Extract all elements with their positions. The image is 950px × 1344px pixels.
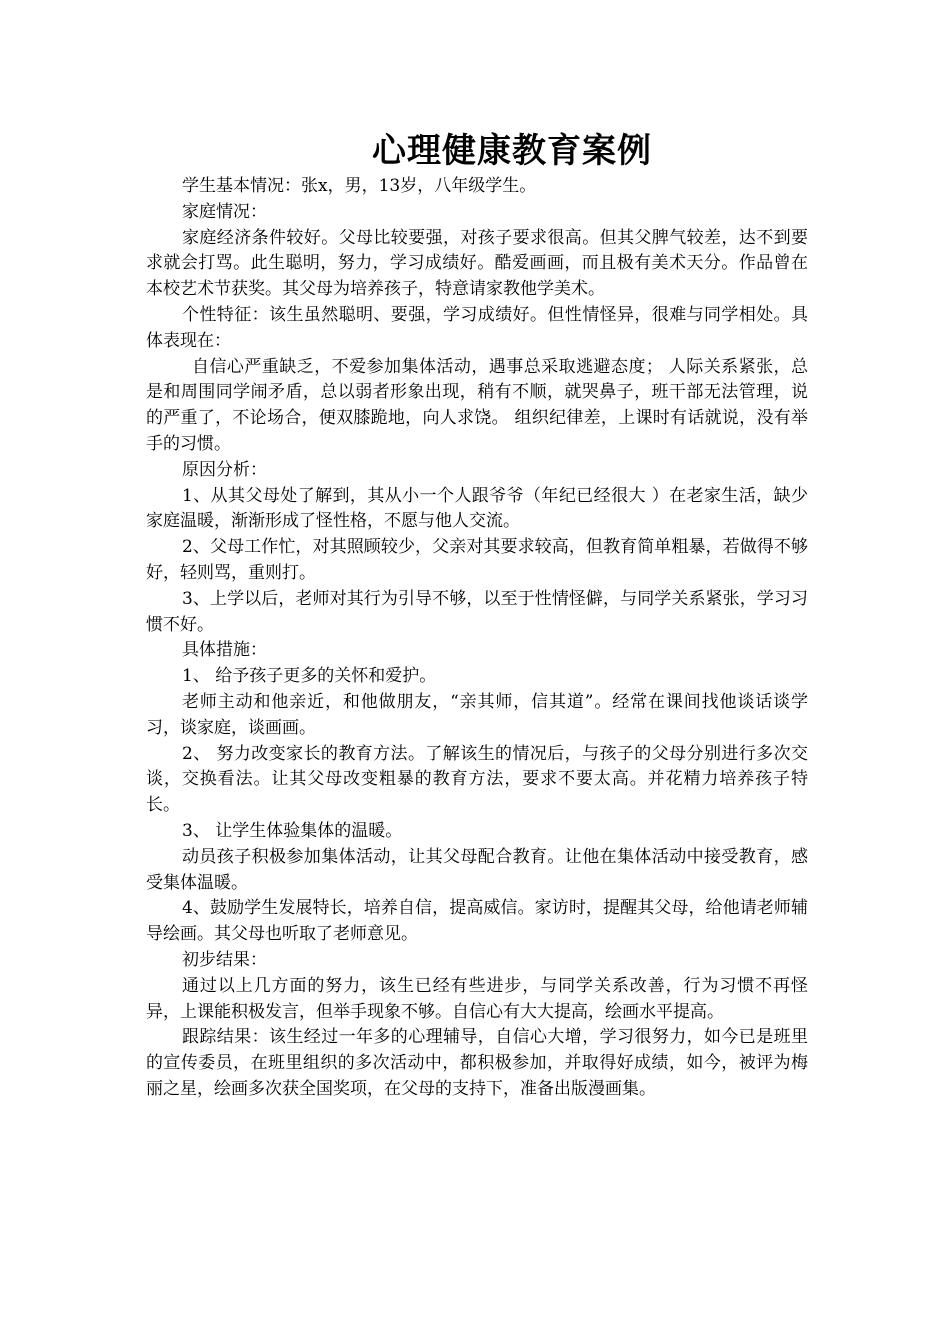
paragraph-cause-2: 2、父母工作忙，对其照顾较少，父亲对其要求较高，但教育简单粗暴，若做得不够好，轻则骂，重则打。 [146, 537, 808, 583]
paragraph-cause-heading: 原因分析： [182, 459, 267, 480]
paragraph-measure-2: 2、 努力改变家长的教育方法。了解该生的情况后，与孩子的父母分别进行多次交谈，交换看法。让其父母改变粗暴的教育方法，要求不要太高。并花精力培养孩子特长。 [146, 743, 808, 816]
paragraph-personality: 个性特征：该生虽然聪明、要强，学习成绩好。但性情怪异，很难与同学相处。具体表现在： [146, 304, 808, 351]
paragraph-measure-1: 1、 给予孩子更多的关怀和爱护。 [182, 666, 437, 687]
document-title: 心理健康教育案例 [372, 131, 652, 171]
paragraph-measure-3: 3、 让学生体验集体的温暖。 [182, 820, 403, 841]
paragraph-behaviors: 自信心严重缺乏，不爱参加集体活动，遇事总采取逃避态度； 人际关系紧张，总是和周围同学闹矛盾，总以弱者形象出现，稍有不顺，就哭鼻子，班干部无法管理，说的严重了，不论场合，便双膝跪地，向人求饶。 组织纪律差，上课时有话就说，没有举手的习惯。 [146, 356, 808, 454]
paragraph-follow-up-results: 跟踪结果：该生经过一年多的心理辅导，自信心大增，学习很努力，如今已是班里的宣传委员，在班里组织的多次活动中，都积极参加，并取得好成绩，如今，被评为梅丽之星，绘画多次获全国奖项，在父母的支持下，准备出版漫画集。 [146, 1027, 808, 1099]
paragraph-measures-heading: 具体措施： [182, 640, 267, 661]
paragraph-student-info: 学生基本情况：张x，男，13岁，八年级学生。 [182, 176, 537, 196]
paragraph-family-heading: 家庭情况： [182, 201, 267, 222]
document-body [146, 174, 808, 1103]
paragraph-measure-3-detail: 动员孩子积极参加集体活动，让其父母配合教育。让他在集体活动中接受教育，感受集体温暖。 [146, 846, 808, 893]
paragraph-measure-1-detail: 老师主动和他亲近，和他做朋友，“亲其师，信其道”。经常在课间找他谈话谈学习，谈家庭，谈画画。 [146, 691, 808, 738]
paragraph-measure-4: 4、鼓励学生发展特长，培养自信，提高威信。家访时，提醒其父母，给他请老师辅导绘画。其父母也听取了老师意见。 [146, 898, 808, 945]
paragraph-initial-results: 通过以上几方面的努力，该生已经有些进步，与同学关系改善，行为习惯不再怪异，上课能积极发言，但举手现象不够。自信心有大大提高，绘画水平提高。 [146, 975, 808, 1022]
paragraph-family-details: 家庭经济条件较好。父母比较要强，对孩子要求很高。但其父脾气较差，达不到要求就会打骂。此生聪明，努力，学习成绩好。酷爱画画，而且极有美术天分。作品曾在本校艺术节获奖。其父母为培养孩子，特意请家教他学美术。 [146, 227, 808, 300]
paragraph-initial-results-heading: 初步结果： [182, 949, 267, 970]
paragraph-cause-3: 3、上学以后，老师对其行为引导不够，以至于性情怪僻，与同学关系紧张，学习习惯不好。 [146, 588, 808, 635]
paragraph-cause-1: 1、从其父母处了解到，其从小一个人跟爷爷（年纪已经很大 ）在老家生活，缺少家庭温暖，渐渐形成了怪性格，不愿与他人交流。 [146, 485, 808, 532]
